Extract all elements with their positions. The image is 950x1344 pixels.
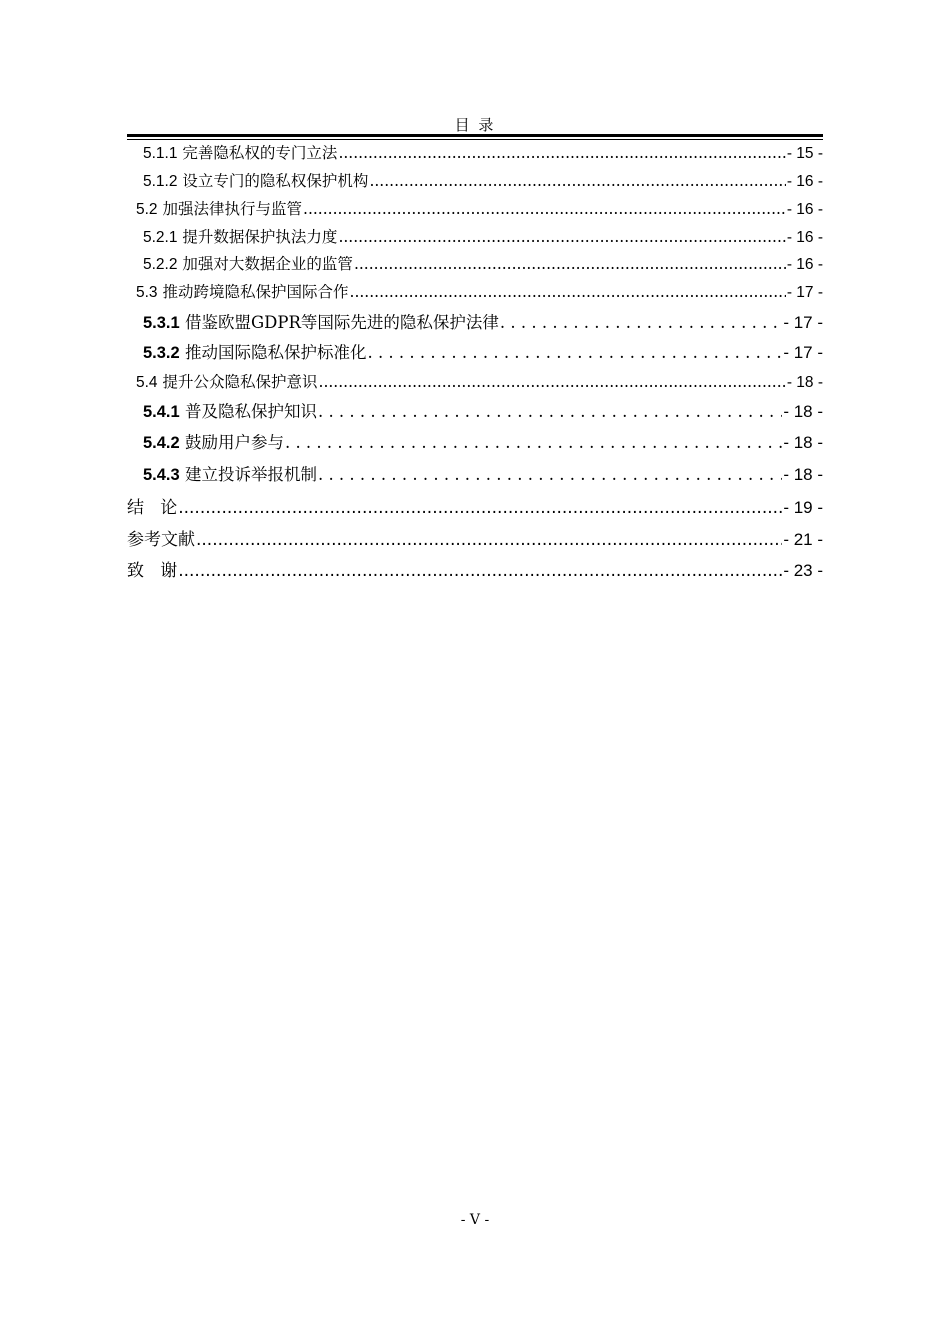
toc-entry-title: 参考文献 <box>127 530 195 550</box>
toc-entry-page: - 19 - <box>783 498 823 517</box>
toc-entry-page: - 17 - <box>783 313 823 332</box>
toc-entry-number: 5.3.2 <box>143 344 180 362</box>
toc-entry-title: 普及隐私保护知识 <box>184 402 317 421</box>
toc-entry-page: - 18 - <box>783 433 823 452</box>
toc-entry-number: 5.2.1 <box>143 229 178 246</box>
toc-entry-title: 推动跨境隐私保护国际合作 <box>162 283 349 301</box>
toc-leader <box>178 561 782 581</box>
toc-entry-conclusion[interactable] <box>127 493 823 518</box>
toc-entry-page: - 16 - <box>786 229 823 246</box>
toc-entry-number: 5.4.3 <box>143 466 180 484</box>
toc-entry[interactable] <box>143 252 823 274</box>
toc-entry-number: 5.2.2 <box>143 256 178 273</box>
toc-entry-page: - 15 - <box>786 145 823 162</box>
toc-entry[interactable] <box>136 280 823 302</box>
toc-entry-page: - 18 - <box>783 402 823 421</box>
toc-entry-title: 推动国际隐私保护标准化 <box>184 343 367 362</box>
toc-entry-page: - 16 - <box>786 173 823 190</box>
toc-entry[interactable] <box>143 309 823 331</box>
toc-entry-page: - 16 - <box>786 201 823 218</box>
toc-entry-number: 5.4 <box>136 374 158 391</box>
toc-entry-page: - 23 - <box>783 561 823 580</box>
toc-entry-page: - 21 - <box>783 530 823 549</box>
toc-entry-number: 5.1.1 <box>143 145 178 162</box>
toc-entry-page: - 17 - <box>786 284 823 301</box>
toc-entry-number: 5.2 <box>136 201 158 218</box>
toc-entry-title: 加强对大数据企业的监管 <box>182 255 353 273</box>
toc-entry-title: 设立专门的隐私权保护机构 <box>182 172 369 190</box>
toc-leader <box>354 255 786 273</box>
toc-entry-title: 加强法律执行与监管 <box>162 200 303 218</box>
toc-entry-title: 结 论 <box>127 498 178 518</box>
toc-leader <box>318 402 782 421</box>
toc-entry[interactable] <box>143 169 823 191</box>
toc-leader <box>369 172 785 190</box>
toc-leader <box>338 228 785 246</box>
toc-leader <box>500 313 782 332</box>
toc-entry-number: 5.3 <box>136 284 158 301</box>
toc-leader <box>178 498 782 518</box>
toc-entry-title: 鼓励用户参与 <box>184 433 284 452</box>
toc-entry[interactable] <box>143 339 823 361</box>
toc-entry-number: 5.4.2 <box>143 434 180 452</box>
page-number: - V - <box>460 1212 490 1228</box>
toc-leader <box>350 283 786 301</box>
toc-leader <box>319 373 786 391</box>
toc-entry-title: 完善隐私权的专门立法 <box>182 144 338 162</box>
toc-entry-title: 致 谢 <box>127 561 178 581</box>
toc-entry-title: 提升公众隐私保护意识 <box>162 373 318 391</box>
toc-entry-acknowledgements[interactable] <box>127 556 823 581</box>
toc-entry[interactable] <box>143 141 823 163</box>
toc-leader <box>285 433 782 452</box>
toc-entry-references[interactable] <box>127 525 823 550</box>
toc-entry-title: 建立投诉举报机制 <box>184 465 317 484</box>
toc-leader <box>318 465 782 484</box>
toc-entry-title: 提升数据保护执法力度 <box>182 228 338 246</box>
toc-entry-page: - 17 - <box>783 343 823 362</box>
toc-leader <box>196 530 782 550</box>
toc-entry-number: 5.1.2 <box>143 173 178 190</box>
toc-entry-page: - 18 - <box>783 465 823 484</box>
toc-entry-number: 5.3.1 <box>143 314 180 332</box>
toc-entry[interactable] <box>143 429 823 451</box>
toc-leader <box>338 144 785 162</box>
toc-entry[interactable] <box>136 197 823 219</box>
header-rule-thin <box>127 139 823 140</box>
toc-entry-page: - 18 - <box>786 374 823 391</box>
header-rule-thick <box>127 134 823 137</box>
toc-entry[interactable] <box>143 398 823 420</box>
toc-leader <box>367 343 782 362</box>
toc-leader <box>303 200 786 218</box>
toc-entry[interactable] <box>143 461 823 483</box>
header-title: 目 录 <box>454 116 496 134</box>
toc-entry-page: - 16 - <box>786 256 823 273</box>
toc-entry-number: 5.4.1 <box>143 403 180 421</box>
toc-entry[interactable] <box>143 225 823 247</box>
toc-entry[interactable] <box>136 370 823 392</box>
toc-entry-title: 借鉴欧盟GDPR等国际先进的隐私保护法律 <box>184 313 499 332</box>
